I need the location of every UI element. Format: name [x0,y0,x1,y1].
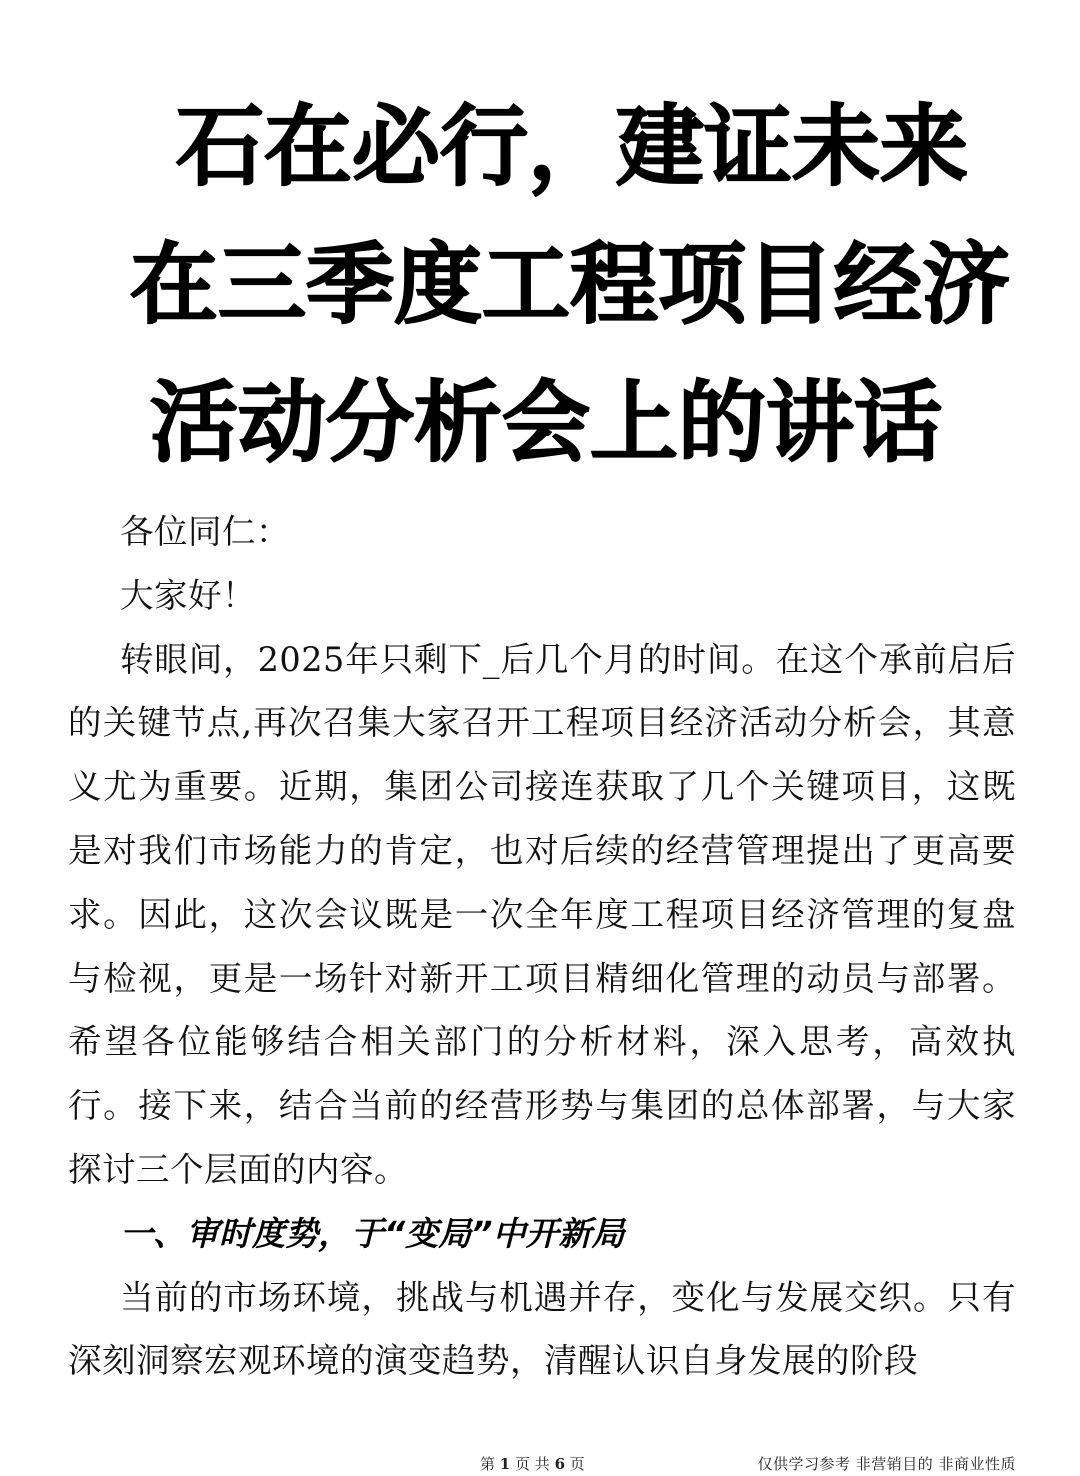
document-body [68,500,1016,1393]
section-heading-1: 一、审时度势，于“变局”中开新局 [120,1213,625,1253]
page-total: 6 [554,1455,566,1473]
paragraph-intro: 转眼间，2025年只剩下_后几个月的时间。在这个承前启后的关键节点,再次召集大家召开工程项目经济活动分析会，其意义尤为重要。近期，集团公司接连获取了几个关键项目，这既是对我们市场能力的肯定，也对后续的经营管理提出了更高要求。因此，这次会议既是一次全年度工程项目经济管理的复盘与检视，更是一场针对新开工项目精细化管理的动员与部署。希望各位能够结合相关部门的分析材料，深入思考，高效执行。接下来，结合当前的经营形势与集团的总体部署，与大家探讨三个层面的内容。 [68,639,1016,1189]
page-footer [0,1453,1080,1473]
page-suffix: 页 [569,1455,585,1473]
salutation: 各位同仁： [120,512,290,551]
page-current: 1 [499,1455,511,1473]
title-line-1: 石在必行，建证未来 [176,95,969,198]
page-prefix: 第 [480,1455,496,1473]
page-number [480,1453,585,1474]
page-middle: 页 共 [515,1455,550,1473]
greeting: 大家好！ [120,575,256,615]
usage-notice: 仅供学习参考 非营销目的 非商业性质 [757,1455,1016,1473]
document-title [0,78,1080,492]
title-line-2: 在三季度工程项目经济 [130,233,1011,336]
title-line-3: 活动分析会上的讲话 [150,371,943,474]
paragraph-section-1: 当前的市场环境，挑战与机遇并存，变化与发展交织。只有深刻洞察宏观环境的演变趋势，清醒认识自身发展的阶段 [68,1277,1016,1381]
